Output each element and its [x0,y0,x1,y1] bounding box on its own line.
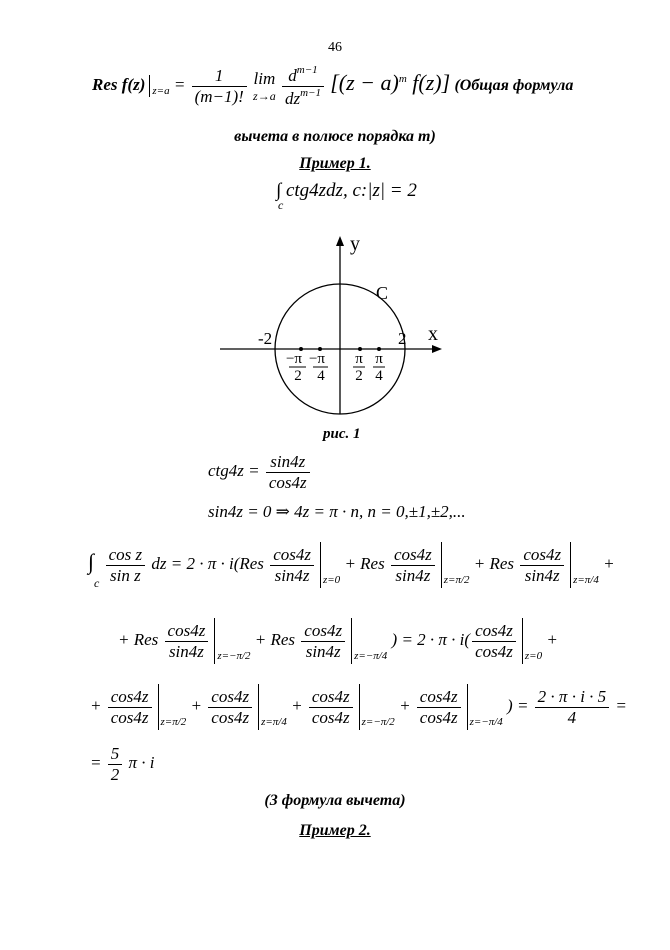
page-number: 46 [328,40,342,55]
formula-lhs: Res f(z) [92,74,146,94]
frac-num: 1 [192,66,247,87]
neg-two-label: -2 [258,329,273,348]
svg-text:2: 2 [355,368,363,384]
svg-text:4: 4 [317,368,325,384]
svg-text:π: π [375,351,383,367]
example2-title: Пример 2. [299,822,371,839]
svg-text:−π: −π [308,351,326,367]
lim: lim [253,68,276,88]
line-d: = $\frac{5}{2}$ π · i [90,744,155,784]
frac-den: (m−1)! [194,86,244,106]
integral-expression: ∫ ctg4zdz, c:|z| = 2 c [276,180,417,212]
eq-ctg: ctg4z = $\frac{\sin 4z}{\cos 4z}$ [208,452,312,492]
svg-text:2: 2 [294,368,302,384]
y-axis-arrow [336,236,344,246]
formula-sub: z=a [152,84,170,97]
pos-two-label: 2 [398,329,407,348]
note-residue-formula-3: (3 формула вычета) [264,792,406,809]
lim-sub: z→a [253,88,276,103]
c-label: C [376,283,389,303]
contour-figure [210,232,450,422]
deriv-den: $dz^{m-1}$ [284,86,321,108]
line-b: + Res $\frac{\cos 4z}{\sin 4z}$ $_{z=-\pi/2}$ + Res $\frac{\cos 4z}{\sin 4z}$ $_{z=-\pi/4}$ ) = 2 · π · i( $\frac{\cos 4z}{\cos 4z}$ $_{z=0}$ + [118,618,558,664]
svg-text:π: π [355,351,363,367]
x-axis-arrow [432,345,442,353]
example1-title: Пример 1. [299,155,371,172]
formula-note-line2: вычета в полюсе порядка m) [234,128,436,145]
y-label: y [350,233,360,255]
line-c: + $\frac{\cos 4z}{\cos 4z}$ $_{z=\pi/2}$ + $\frac{\cos 4z}{\cos 4z}$ $_{z=\pi/4}$ + $\frac{\cos 4z}{\cos 4z}$ $_{z=-\pi/2}$ + $\frac{\cos 4z}{\cos 4z}$ $_{z=-\pi/4}$ ) = $\frac{2 \cdot \pi \cdot i \cdot 5}{4}$ = [90,684,627,730]
svg-text:4: 4 [375,368,383,384]
figure-caption: рис. 1 [323,426,361,442]
deriv-num: $d^{m-1}$ [282,64,324,87]
line-a: $\int_c$ $\frac{\text{cos z}}{\text{sin z}}$ dz = 2 · π · i(Res $\frac{\cos 4z}{\sin 4z}$ $_{z=0}$ + Res $\frac{\cos 4z}{\sin 4z}$ $_{z=\pi/2}$ + Res $\frac{\cos 4z}{\sin 4z}$ $_{z=\pi/4}$ + [88,542,615,591]
formula-note: (Общая формула [454,76,574,94]
equals-sign: = [173,74,186,94]
residue-formula [92,64,573,108]
eq-sin: sin4z = 0 ⇒ 4z = π · n, n = 0,±1,±2,... [208,502,466,521]
svg-text:−π: −π [285,351,303,367]
x-label: x [428,323,438,345]
bracket-expr: [$(z - a)^m$ f(z)] [330,69,451,95]
